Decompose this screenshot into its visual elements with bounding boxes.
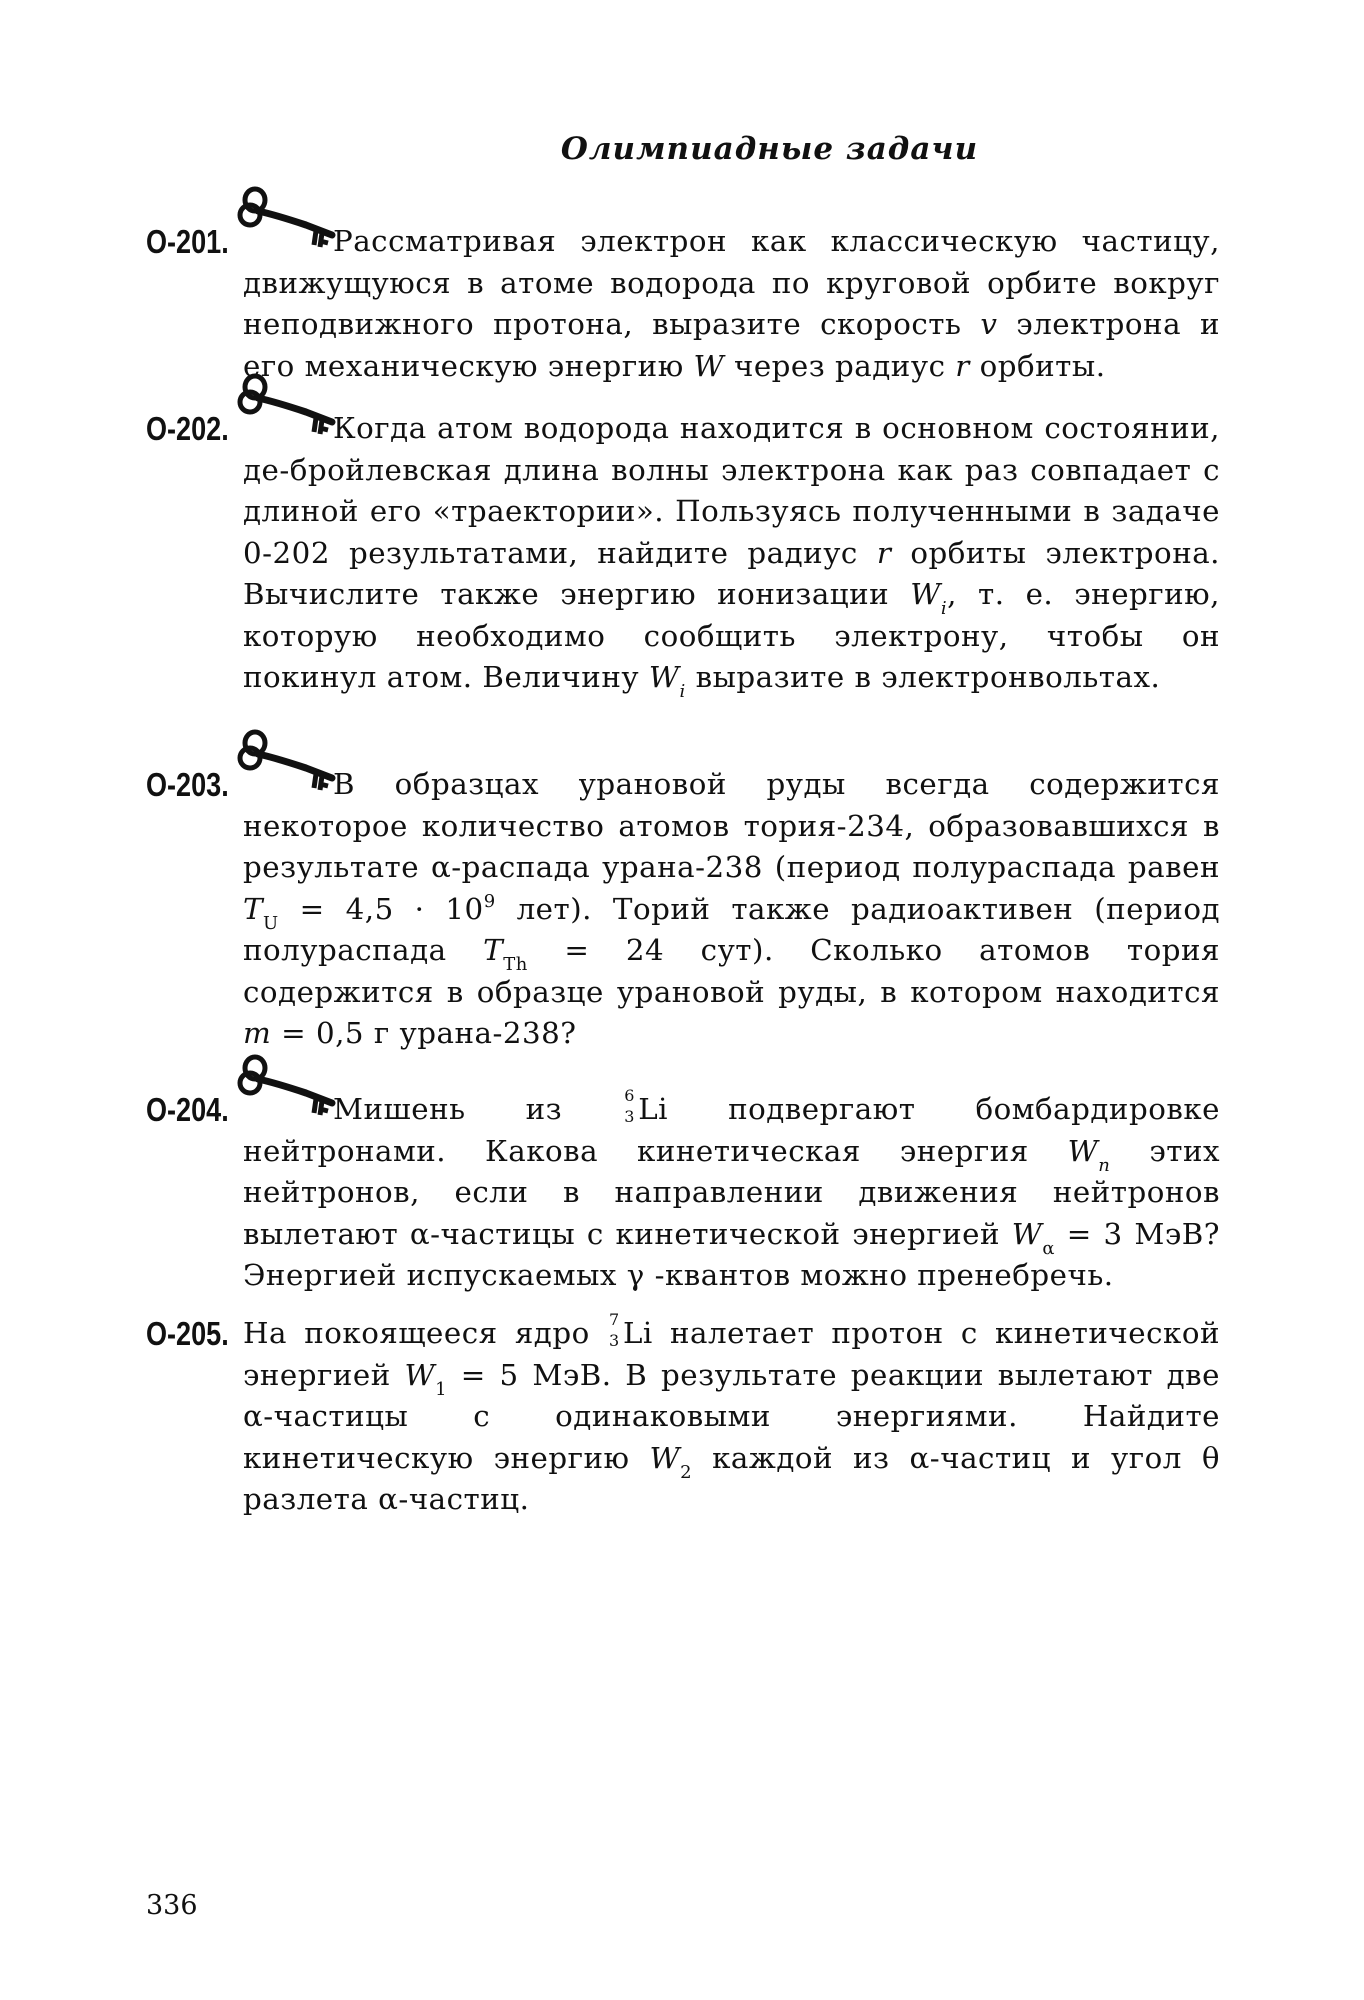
problem-text: Рассматривая электрон как классическую частицу, движущуюся в атоме водорода по круговой орбите вокруг неподвижного протона, выразите скорость v электрона и его механическую энергию W через радиус r орбиты.	[243, 224, 1220, 383]
section-title: Олимпиадные задачи	[560, 131, 979, 167]
problem-id: О-203.	[146, 766, 229, 803]
problem-text: В образцах урановой руды всегда содержится некоторое количество атомов тория-234, образовавшихся в результате α-распада урана-238 (период полураспада равен $T_U = 4,5 \cdot 10^9$ лет). Торий также радиоактивен (период полураспада $T_{Th} = 24$ сут). Сколько атомов тория содержится в образце урановой руды, в котором находится m = 0,5 г урана-238?	[243, 767, 1221, 1050]
problem-text: На покоящееся ядро 7 3 Li налетает протон с кинетической энергией $W_1 = 5$ МэВ. В результате реакции вылетают две α-частицы с одинаковыми энергиями. Найдите кинетическую энергию $W_2$ каждой из α-частиц и угол θ разлета α-частиц.	[243, 1310, 1220, 1516]
problem-id: О-202.	[146, 410, 229, 447]
isotope-li6: 6 3	[624, 1086, 635, 1126]
problem-id: О-204.	[146, 1091, 229, 1128]
problem-id: О-201.	[146, 223, 229, 260]
page-number: 336	[146, 1890, 198, 1921]
problem-text: Мишень из 6 3 Li подвергают бомбардировке нейтронами. Какова кинетическая энергия $W_n$ этих нейтронов, если в направлении движения нейтронов вылетают α-частицы с кинетической энергией $W_\alpha = 3$ МэВ? Энергией испускаемых γ -квантов можно пренебречь.	[243, 1086, 1220, 1292]
problem-text: Когда атом водорода находится в основном состоянии, де-бройлевская длина волны электрона как раз совпадает с длиной его «траектории». Пользуясь полученными в задаче 0-202 результатами, найдите радиус r орбиты электрона. Вычислите также энергию ионизации $W_i$, т. е. энергию, которую необходимо сообщить электрону, чтобы он покинул атом. Величину $W_i$ выразите в электронвольтах.	[243, 411, 1220, 702]
isotope-li7: 7 3	[608, 1310, 620, 1350]
problem-id: О-205.	[146, 1315, 229, 1352]
